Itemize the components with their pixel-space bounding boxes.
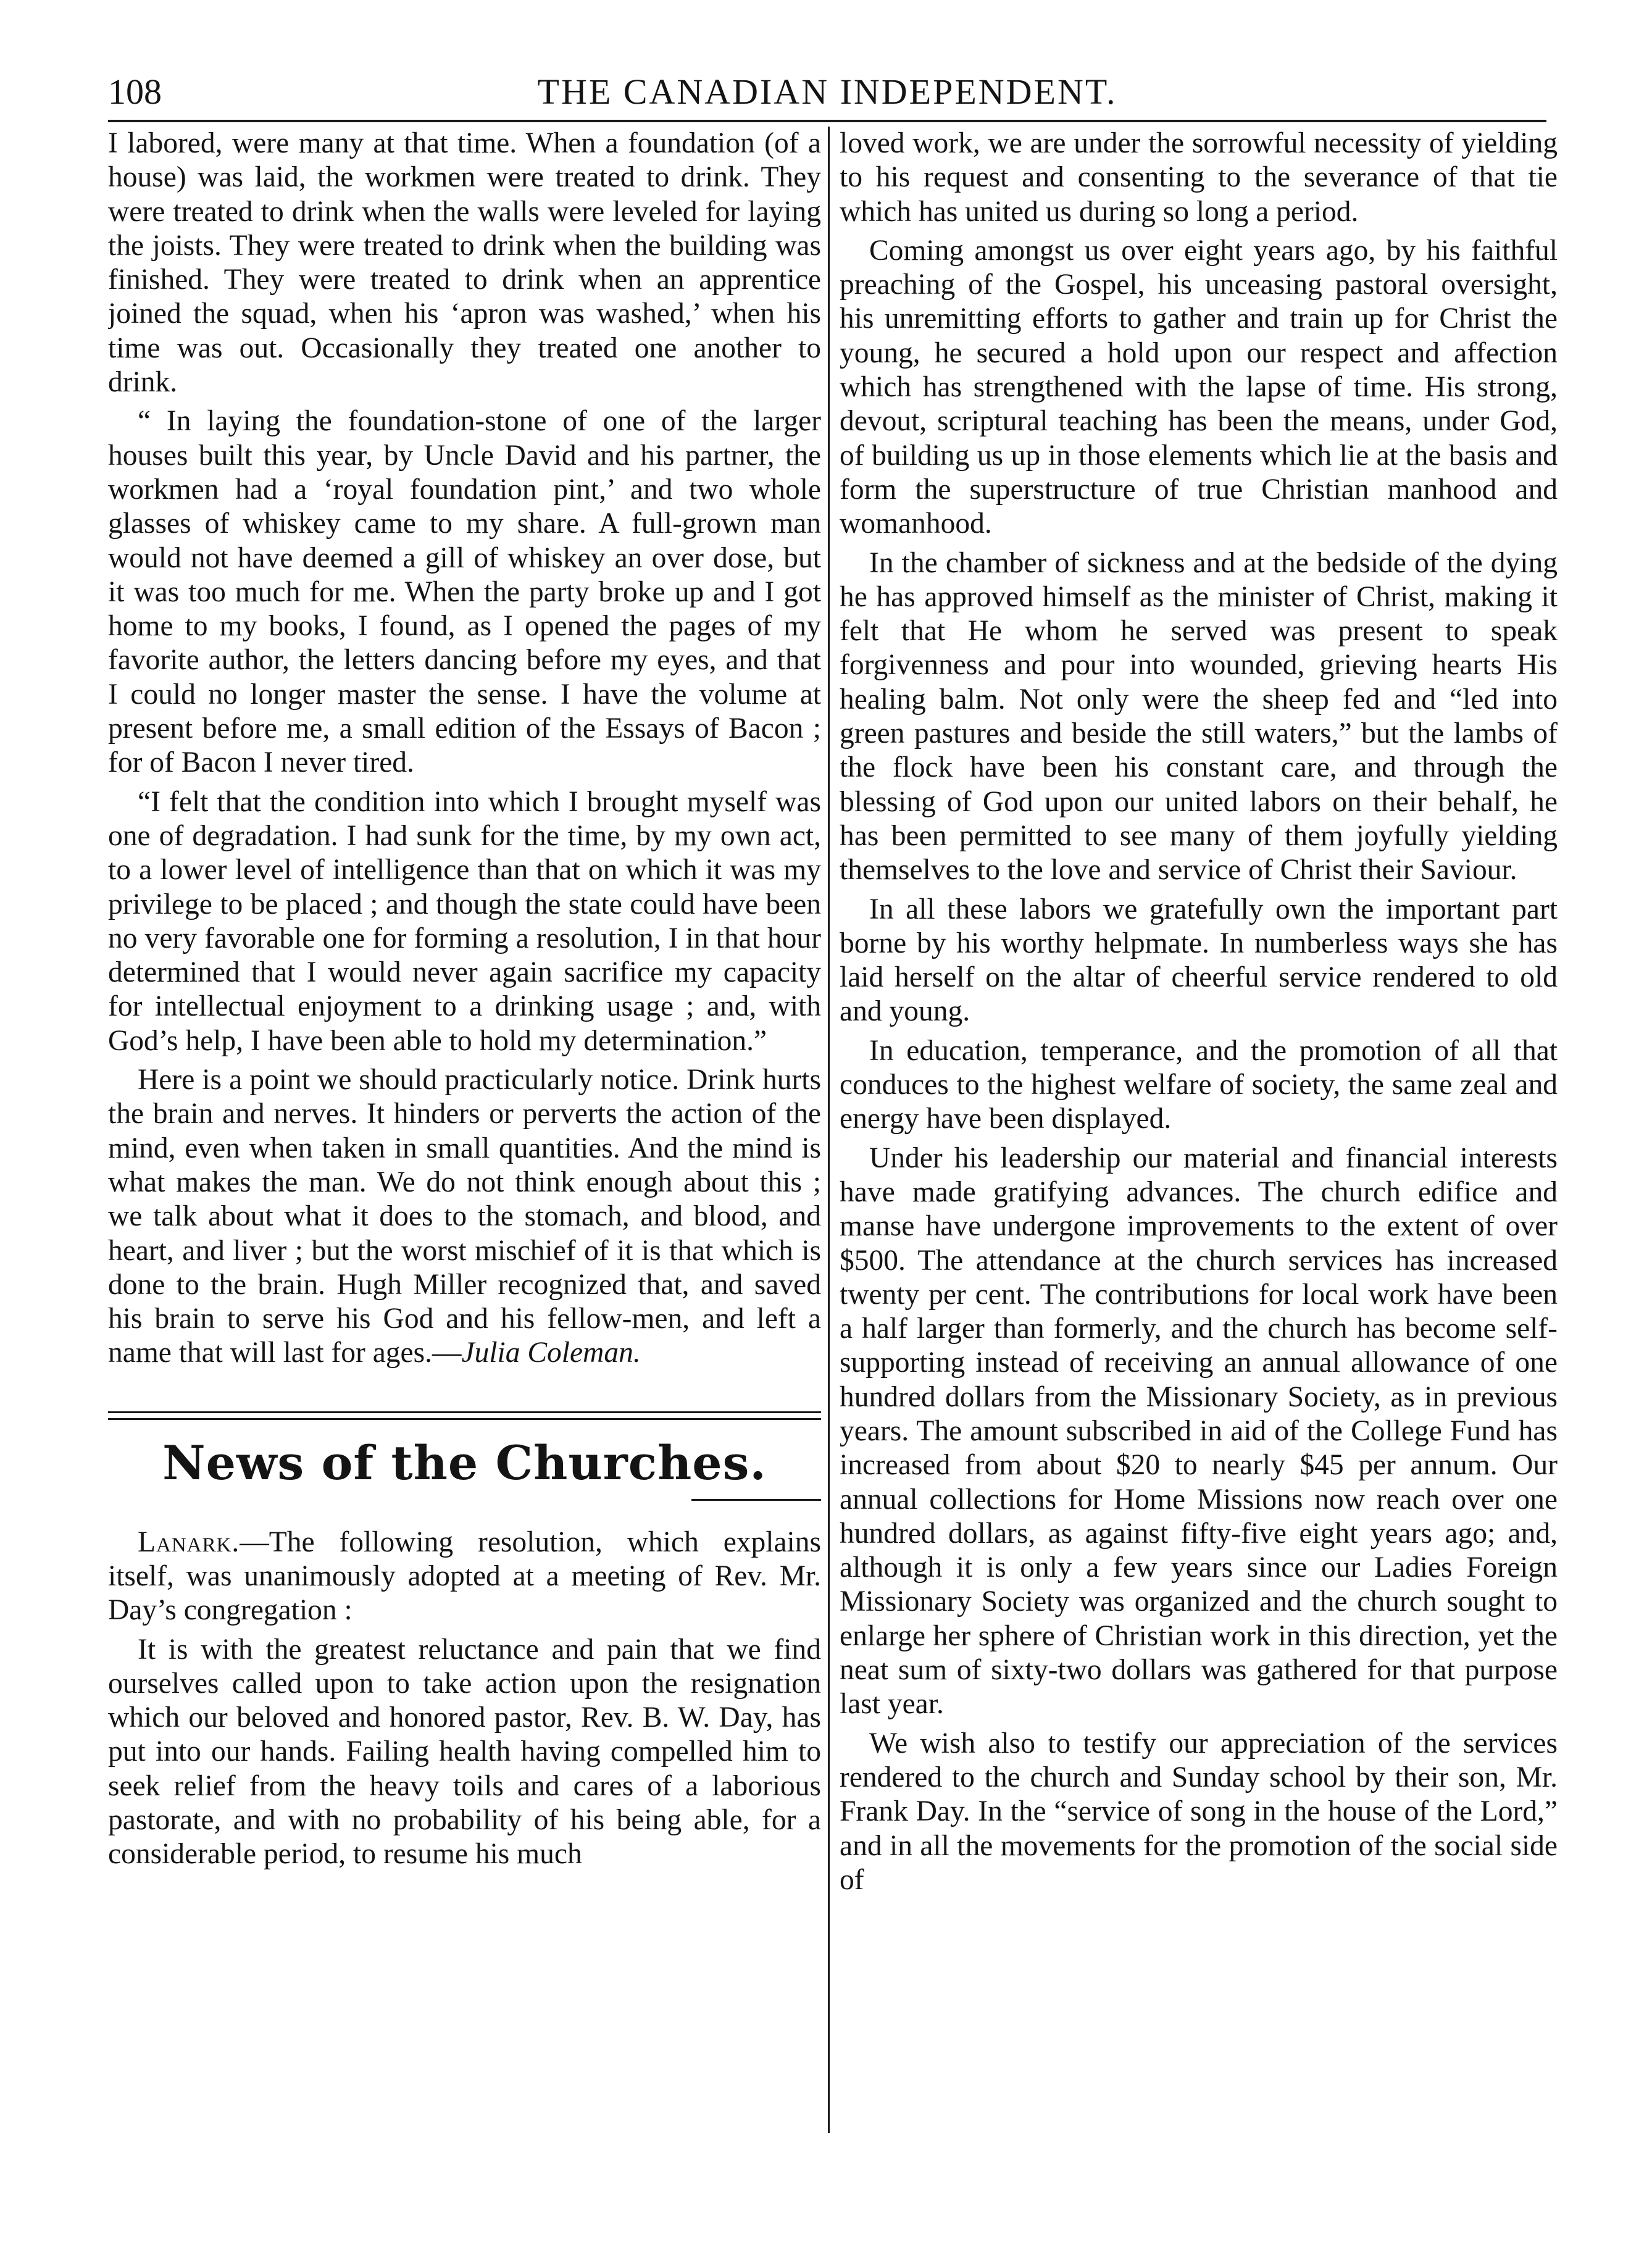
page-header bbox=[108, 64, 1546, 120]
paragraph: In the chamber of sickness and at the bedside of the dying he has approved himself as the minister of Christ, making it felt that He whom he served was present to speak forgivenness and pour into wounded, grieving hearts His healing balm. Not only were the sheep fed and “led into green pastures and beside the still waters,” but the lambs of the flock have been his constant care, and through the blessing of God upon our united labors on their behalf, he has been permitted to see many of them joyfully yielding themselves to the love and service of Christ their Saviour. bbox=[840, 546, 1558, 887]
paragraph: loved work, we are under the sorrowful necessity of yielding to his request and consenting to the severance of that tie which has united us during so long a period. bbox=[840, 127, 1558, 228]
paragraph-text: —The following resolution, which explains itself, was unanimously adopted at a meeting of Rev. Mr. Day’s congregation : bbox=[108, 1526, 821, 1627]
column-divider bbox=[828, 127, 830, 2133]
paragraph: In all these labors we gratefully own the important part borne by his worthy helpmate. In numberless ways she has laid herself on the altar of cheerful service rendered to old and young. bbox=[840, 893, 1558, 1028]
paragraph: “ In laying the foundation-stone of one of the larger houses built this year, by Uncle David and his partner, the workmen had a ‘royal foundation pint,’ and two whole glasses of whiskey came to my share. A full-grown man would not have deemed a gill of whiskey an over dose, but it was too much for me. When the party broke up and I got home to my books, I found, as I opened the pages of my favorite author, the letters dancing before my eyes, and that I could no longer master the sense. I have the volume at present before me, a small edition of the Essays of Bacon ; for of Bacon I never tired. bbox=[108, 405, 821, 779]
paragraph-text: Here is a point we should practicularly notice. Drink hurts the brain and nerves. It hinders or perverts the action of the mind, even when taken in small quantities. And the mind is what makes the man. We do not think enough about this ; we talk about what it does to the stomach, and blood, and heart, and liver ; but the worst mischief of it is that which is done to the brain. Hugh Miller recognized that, and saved his brain to serve his God and his fellow-men, and left a name that will last for ages.— bbox=[108, 1064, 821, 1369]
section-title: News of the Churches. bbox=[162, 1435, 767, 1490]
paragraph: Under his leadership our material and financial interests have made gratifying advances. The church edifice and manse have undergone improvements to the extent of over $500. The attendance at the church services has increased twenty per cent. The contributions for local work have been a half larger than formerly, and the church has become self-supporting instead of receiving an annual allowance of one hundred dollars from the Missionary Society, as in previous years. The amount subscribed in aid of the College Fund has increased from about $20 to nearly $45 per annum. Our annual collections for Home Missions now reach over one hundred dollars, as against fifty-five eight years ago; and, although it is only a few years since our Ladies Foreign Missionary Society was organized and the church sought to enlarge her sphere of Christian work in this direction, yet the neat sum of sixty-two dollars was gathered for that purpose last year. bbox=[840, 1142, 1558, 1721]
paragraph: In education, temperance, and the promotion of all that conduces to the highest welfare of society, the same zeal and energy have been displayed. bbox=[840, 1034, 1558, 1135]
paragraph: I labored, were many at that time. When a foundation (of a house) was laid, the workmen were treated to drink. They were treated to drink when the walls were leveled for laying the joists. They were treated to drink when the building was finished. They were treated to drink when an apprentice joined the squad, when his ‘apron was washed,’ when his time was out. Occasionally they treated one another to drink. bbox=[108, 127, 821, 399]
page-number: 108 bbox=[108, 72, 162, 112]
paragraph: Coming amongst us over eight years ago, by his faithful preaching of the Gospel, his unceasing pastoral oversight, his unremitting efforts to gather and train up for Christ the young, he secured a hold upon our respect and affection which has strengthened with the lapse of time. His strong, devout, scriptural teaching has been the means, under God, of building us up in those elements which lie at the basis and form the superstructure of true Christian manhood and womanhood. bbox=[840, 234, 1558, 540]
running-title: THE CANADIAN INDEPENDENT. bbox=[537, 72, 1117, 112]
section-double-rule bbox=[108, 1411, 821, 1420]
paragraph bbox=[108, 1063, 821, 1371]
paragraph bbox=[108, 1526, 821, 1628]
author-signature: Julia Coleman. bbox=[461, 1337, 641, 1369]
header-rule bbox=[108, 120, 1546, 122]
left-column bbox=[108, 127, 821, 2139]
place-name: Lanark. bbox=[138, 1526, 240, 1558]
right-column bbox=[840, 127, 1558, 2139]
paragraph: It is with the greatest reluctance and pain that we find ourselves called upon to take action upon the resignation which our beloved and honored pastor, Rev. B. W. Day, has put into our hands. Failing health having compelled him to seek relief from the heavy toils and cares of a laborious pastorate, and with no probability of his being able, for a considerable period, to resume his much bbox=[108, 1633, 821, 1871]
paragraph: “I felt that the condition into which I brought myself was one of degradation. I had sunk for the time, by my own act, to a lower level of intelligence than that on which it was my privilege to be placed ; and though the state could have been no very favorable one for forming a resolution, I in that hour determined that I would never again sacrifice my capacity for intellectual enjoyment to a drinking usage ; and, with God’s help, I have been able to hold my determination.” bbox=[108, 785, 821, 1057]
paragraph: We wish also to testify our appreciation of the services rendered to the church and Sunday school by their son, Mr. Frank Day. In the “service of song in the house of the Lord,” and in all the movements for the promotion of the social side of bbox=[840, 1727, 1558, 1896]
section-short-rule bbox=[691, 1499, 821, 1501]
section-heading-block bbox=[108, 1411, 821, 1501]
